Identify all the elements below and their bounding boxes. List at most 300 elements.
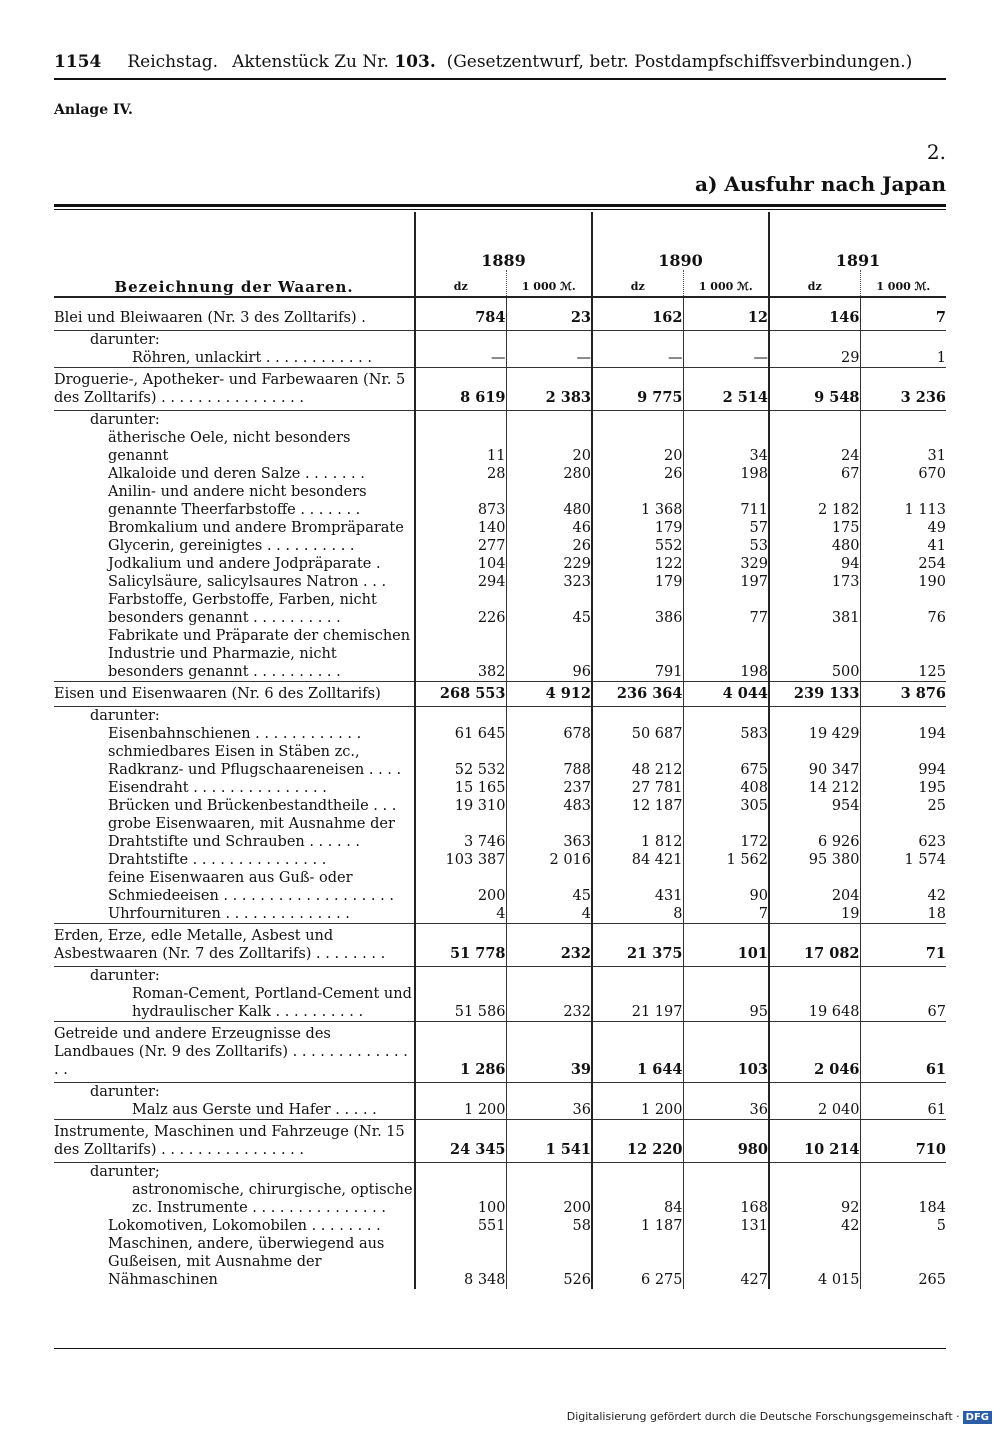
cell-quantity-dz: 21 197	[592, 985, 683, 1022]
cell-value-1000m: 42	[860, 869, 946, 905]
table-row	[54, 967, 946, 986]
cell-value-1000m: 61	[860, 1101, 946, 1120]
cell-quantity-dz: 551	[415, 1217, 506, 1235]
cell-value-1000m: 1 541	[506, 1120, 592, 1163]
row-label: schmiedbares Eisen in Stäben zc., Radkranz- und Pflugschaareneisen . . . .	[108, 744, 402, 778]
cell-quantity-dz: 17 082	[769, 924, 860, 967]
cell-quantity-dz: 179	[592, 573, 683, 591]
year-header: 1891	[769, 212, 946, 270]
cell-quantity-dz: 19	[769, 905, 860, 924]
cell-value-1000m: 675	[683, 743, 769, 779]
cell-quantity-dz	[592, 707, 683, 726]
cell-quantity-dz: 122	[592, 555, 683, 573]
cell-value-1000m: 12	[683, 306, 769, 331]
cell-value-1000m: 23	[506, 306, 592, 331]
table-row	[54, 555, 946, 573]
row-label: Fabrikate und Präparate der chemischen Industrie und Pharmazie, nicht besonders genannt . . . . . . . . . .	[54, 627, 415, 682]
table-row	[54, 1181, 946, 1217]
cell-value-1000m: 198	[683, 627, 769, 682]
header-subject: (Gesetzentwurf, betr. Postdampfschiffsverbindungen.)	[446, 52, 913, 72]
cell-value-1000m: 232	[506, 985, 592, 1022]
table-row	[54, 483, 946, 519]
row-label: Uhrfournituren . . . . . . . . . . . . . .	[54, 905, 415, 924]
cell-quantity-dz: 552	[592, 537, 683, 555]
cell-value-1000m: 583	[683, 725, 769, 743]
cell-quantity-dz: 386	[592, 591, 683, 627]
cell-quantity-dz: 140	[415, 519, 506, 537]
cell-value-1000m	[506, 1163, 592, 1182]
cell-quantity-dz: 48 212	[592, 743, 683, 779]
row-label: Glycerin, gereinigtes . . . . . . . . . .	[108, 538, 355, 554]
unit-dz: dz	[592, 270, 683, 297]
cell-value-1000m: 34	[683, 429, 769, 465]
cell-value-1000m: 168	[683, 1181, 769, 1217]
cell-value-1000m: 49	[860, 519, 946, 537]
cell-quantity-dz	[769, 1163, 860, 1182]
cell-quantity-dz: 8 619	[415, 368, 506, 411]
cell-quantity-dz: 50 687	[592, 725, 683, 743]
cell-value-1000m	[683, 331, 769, 350]
footer-text: Digitalisierung gefördert durch die Deutsche Forschungsgemeinschaft ·	[566, 1410, 960, 1423]
table-row	[54, 591, 946, 627]
cell-value-1000m: 36	[683, 1101, 769, 1120]
row-label: Blei und Bleiwaaren (Nr. 3 des Zolltarifs) .	[54, 306, 415, 331]
anlage-label: Anlage IV.	[54, 102, 133, 118]
table-row	[54, 1163, 946, 1182]
row-label: darunter:	[90, 708, 160, 724]
cell-quantity-dz: 480	[769, 537, 860, 555]
cell-quantity-dz: 1 200	[592, 1101, 683, 1120]
cell-quantity-dz	[592, 331, 683, 350]
cell-quantity-dz	[415, 1083, 506, 1102]
label-column-header: Bezeichnung der Waaren.	[54, 212, 415, 297]
header-nr: 103.	[394, 52, 436, 72]
table-row	[54, 851, 946, 869]
cell-quantity-dz: 19 648	[769, 985, 860, 1022]
cell-value-1000m: 232	[506, 924, 592, 967]
cell-value-1000m: 4 044	[683, 682, 769, 707]
cell-value-1000m: 678	[506, 725, 592, 743]
cell-quantity-dz: 6 926	[769, 815, 860, 851]
row-label: Maschinen, andere, überwiegend aus Gußeisen, mit Ausnahme der Nähmaschinen	[108, 1236, 385, 1288]
cell-quantity-dz: 90 347	[769, 743, 860, 779]
cell-quantity-dz: 791	[592, 627, 683, 682]
cell-quantity-dz: —	[415, 349, 506, 368]
row-label: Anilin- und andere nicht besonders genannte Theerfarbstoffe . . . . . . .	[108, 484, 367, 518]
footer-credit	[567, 1410, 992, 1424]
cell-quantity-dz: 28	[415, 465, 506, 483]
cell-value-1000m: 131	[683, 1217, 769, 1235]
row-label: ätherische Oele, nicht besonders genannt	[108, 430, 351, 464]
row-label: Alkaloide und deren Salze . . . . . . .	[108, 466, 365, 482]
cell-value-1000m: 67	[860, 985, 946, 1022]
cell-value-1000m: 71	[860, 924, 946, 967]
cell-value-1000m: 125	[860, 627, 946, 682]
table-row	[54, 411, 946, 430]
unit-value: 1 000 ℳ.	[683, 270, 769, 297]
cell-value-1000m: 172	[683, 815, 769, 851]
cell-quantity-dz: 92	[769, 1181, 860, 1217]
cell-value-1000m: 101	[683, 924, 769, 967]
cell-quantity-dz	[592, 411, 683, 430]
table-row	[54, 905, 946, 924]
table-row	[54, 368, 946, 411]
header-rule	[54, 78, 946, 80]
cell-value-1000m: 45	[506, 869, 592, 905]
cell-quantity-dz: 27 781	[592, 779, 683, 797]
cell-value-1000m: 711	[683, 483, 769, 519]
cell-value-1000m	[860, 1163, 946, 1182]
cell-value-1000m: 254	[860, 555, 946, 573]
cell-value-1000m: 265	[860, 1235, 946, 1289]
table-row	[54, 743, 946, 779]
row-label: darunter:	[90, 1084, 160, 1100]
cell-value-1000m: —	[506, 349, 592, 368]
section-number: 2.	[926, 140, 946, 164]
cell-value-1000m: 20	[506, 429, 592, 465]
table-row	[54, 627, 946, 682]
cell-value-1000m	[506, 967, 592, 986]
cell-quantity-dz: 8 348	[415, 1235, 506, 1289]
cell-value-1000m: 229	[506, 555, 592, 573]
cell-quantity-dz: 226	[415, 591, 506, 627]
cell-quantity-dz: 294	[415, 573, 506, 591]
cell-value-1000m	[506, 331, 592, 350]
cell-quantity-dz: 239 133	[769, 682, 860, 707]
table-row	[54, 779, 946, 797]
row-label: Roman-Cement, Portland-Cement und hydraulischer Kalk . . . . . . . . . .	[54, 985, 415, 1022]
row-label: Salicylsäure, salicylsaures Natron . . .	[108, 574, 387, 590]
cell-quantity-dz: 51 778	[415, 924, 506, 967]
cell-quantity-dz: 29	[769, 349, 860, 368]
table-row	[54, 924, 946, 967]
cell-value-1000m: 7	[683, 905, 769, 924]
cell-quantity-dz: 67	[769, 465, 860, 483]
cell-quantity-dz: 268 553	[415, 682, 506, 707]
cell-value-1000m: 1 574	[860, 851, 946, 869]
table-top-rule	[54, 204, 946, 207]
cell-quantity-dz: 52 532	[415, 743, 506, 779]
cell-value-1000m: 31	[860, 429, 946, 465]
table-row	[54, 797, 946, 815]
cell-quantity-dz: 20	[592, 429, 683, 465]
cell-value-1000m: 76	[860, 591, 946, 627]
table-row	[54, 519, 946, 537]
cell-quantity-dz: 500	[769, 627, 860, 682]
cell-quantity-dz: 10 214	[769, 1120, 860, 1163]
cell-quantity-dz: 8	[592, 905, 683, 924]
row-label: grobe Eisenwaaren, mit Ausnahme der Drahtstifte und Schrauben . . . . . .	[108, 816, 395, 850]
cell-value-1000m: 77	[683, 591, 769, 627]
cell-value-1000m	[506, 707, 592, 726]
cell-value-1000m: 18	[860, 905, 946, 924]
cell-value-1000m	[860, 1083, 946, 1102]
cell-quantity-dz: 382	[415, 627, 506, 682]
cell-value-1000m	[683, 707, 769, 726]
row-label: Eisenbahnschienen . . . . . . . . . . . .	[108, 726, 362, 742]
running-head	[54, 52, 944, 72]
cell-quantity-dz: 2 182	[769, 483, 860, 519]
table-row	[54, 869, 946, 905]
cell-quantity-dz	[592, 1163, 683, 1182]
table-row	[54, 1235, 946, 1289]
cell-quantity-dz: 873	[415, 483, 506, 519]
cell-value-1000m	[860, 331, 946, 350]
cell-value-1000m: 4	[506, 905, 592, 924]
cell-value-1000m: 25	[860, 797, 946, 815]
cell-quantity-dz: 4 015	[769, 1235, 860, 1289]
cell-quantity-dz: 175	[769, 519, 860, 537]
cell-value-1000m: 237	[506, 779, 592, 797]
cell-value-1000m: 280	[506, 465, 592, 483]
row-label: Farbstoffe, Gerbstoffe, Farben, nicht besonders genannt . . . . . . . . . .	[108, 592, 377, 626]
cell-quantity-dz: 1 368	[592, 483, 683, 519]
row-label: Erden, Erze, edle Metalle, Asbest und Asbestwaaren (Nr. 7 des Zolltarifs) . . . . . . . .	[54, 924, 415, 967]
row-label: astronomische, chirurgische, optische zc. Instrumente . . . . . . . . . . . . . . .	[132, 1182, 413, 1216]
cell-quantity-dz	[769, 1083, 860, 1102]
cell-quantity-dz	[415, 1163, 506, 1182]
cell-quantity-dz	[769, 331, 860, 350]
cell-value-1000m: 41	[860, 537, 946, 555]
cell-value-1000m: 323	[506, 573, 592, 591]
cell-value-1000m: 194	[860, 725, 946, 743]
cell-quantity-dz	[415, 707, 506, 726]
cell-value-1000m: 61	[860, 1022, 946, 1083]
cell-value-1000m: 46	[506, 519, 592, 537]
cell-value-1000m	[506, 1083, 592, 1102]
row-label: darunter;	[90, 1164, 160, 1180]
cell-quantity-dz	[592, 1083, 683, 1102]
cell-value-1000m: 980	[683, 1120, 769, 1163]
cell-value-1000m: 623	[860, 815, 946, 851]
cell-value-1000m: 670	[860, 465, 946, 483]
cell-quantity-dz: 1 187	[592, 1217, 683, 1235]
cell-quantity-dz: 15 165	[415, 779, 506, 797]
cell-value-1000m: 2 514	[683, 368, 769, 411]
cell-quantity-dz: 4	[415, 905, 506, 924]
table-row	[54, 429, 946, 465]
cell-value-1000m	[506, 411, 592, 430]
table-row	[54, 985, 946, 1022]
cell-quantity-dz: 146	[769, 306, 860, 331]
cell-value-1000m: 95	[683, 985, 769, 1022]
row-label: Jodkalium und andere Jodpräparate .	[108, 556, 381, 572]
cell-value-1000m: 7	[860, 306, 946, 331]
cell-quantity-dz: 14 212	[769, 779, 860, 797]
cell-value-1000m: 39	[506, 1022, 592, 1083]
year-header: 1890	[592, 212, 769, 270]
row-label: Röhren, unlackirt . . . . . . . . . . . .	[54, 349, 415, 368]
cell-value-1000m: 483	[506, 797, 592, 815]
cell-value-1000m: 5	[860, 1217, 946, 1235]
cell-value-1000m: 526	[506, 1235, 592, 1289]
cell-quantity-dz	[415, 331, 506, 350]
cell-quantity-dz: 103 387	[415, 851, 506, 869]
cell-quantity-dz: 173	[769, 573, 860, 591]
header-aktenstueck: Aktenstück Zu Nr.	[232, 52, 389, 72]
cell-quantity-dz: 61 645	[415, 725, 506, 743]
table-row	[54, 1120, 946, 1163]
cell-quantity-dz: 84 421	[592, 851, 683, 869]
row-label: Lokomotiven, Lokomobilen . . . . . . . .	[108, 1218, 381, 1234]
cell-value-1000m: 363	[506, 815, 592, 851]
cell-quantity-dz	[769, 707, 860, 726]
cell-value-1000m: 710	[860, 1120, 946, 1163]
row-label: Droguerie-, Apotheker- und Farbewaaren (Nr. 5 des Zolltarifs) . . . . . . . . . . . . . . . .	[54, 368, 415, 411]
cell-value-1000m: 329	[683, 555, 769, 573]
table-row	[54, 1022, 946, 1083]
table-row	[54, 1101, 946, 1120]
cell-quantity-dz	[769, 967, 860, 986]
cell-value-1000m: 480	[506, 483, 592, 519]
cell-quantity-dz: 95 380	[769, 851, 860, 869]
cell-quantity-dz: 24 345	[415, 1120, 506, 1163]
table-row	[54, 1217, 946, 1235]
cell-value-1000m: 96	[506, 627, 592, 682]
cell-value-1000m: 53	[683, 537, 769, 555]
cell-value-1000m: 190	[860, 573, 946, 591]
unit-dz: dz	[769, 270, 860, 297]
cell-quantity-dz: 21 375	[592, 924, 683, 967]
cell-value-1000m: 3 236	[860, 368, 946, 411]
table-row	[54, 306, 946, 331]
row-label: Eisendraht . . . . . . . . . . . . . . .	[108, 780, 327, 796]
cell-quantity-dz: 11	[415, 429, 506, 465]
row-label: Getreide und andere Erzeugnisse des Landbaues (Nr. 9 des Zolltarifs) . . . . . . . . . . . . . . .	[54, 1022, 415, 1083]
cell-value-1000m: 200	[506, 1181, 592, 1217]
cell-value-1000m: 26	[506, 537, 592, 555]
cell-value-1000m: 57	[683, 519, 769, 537]
cell-value-1000m: 994	[860, 743, 946, 779]
cell-value-1000m: 103	[683, 1022, 769, 1083]
cell-quantity-dz: 19 310	[415, 797, 506, 815]
table-row	[54, 537, 946, 555]
cell-quantity-dz: 2 040	[769, 1101, 860, 1120]
table-row	[54, 707, 946, 726]
table-row	[54, 349, 946, 368]
cell-quantity-dz: 179	[592, 519, 683, 537]
cell-value-1000m: 427	[683, 1235, 769, 1289]
cell-quantity-dz: 1 200	[415, 1101, 506, 1120]
table-row	[54, 1083, 946, 1102]
unit-value: 1 000 ℳ.	[860, 270, 946, 297]
cell-quantity-dz	[415, 411, 506, 430]
export-table	[54, 212, 946, 1289]
cell-value-1000m	[683, 967, 769, 986]
cell-value-1000m	[860, 411, 946, 430]
cell-quantity-dz: 200	[415, 869, 506, 905]
cell-value-1000m: 45	[506, 591, 592, 627]
cell-quantity-dz	[415, 967, 506, 986]
cell-quantity-dz: 2 046	[769, 1022, 860, 1083]
cell-value-1000m: 2 383	[506, 368, 592, 411]
row-label: Malz aus Gerste und Hafer . . . . .	[54, 1101, 415, 1120]
table-row	[54, 331, 946, 350]
cell-quantity-dz: 784	[415, 306, 506, 331]
cell-quantity-dz	[769, 411, 860, 430]
row-label: darunter:	[90, 412, 160, 428]
table-row	[54, 573, 946, 591]
row-label: darunter:	[90, 968, 160, 984]
cell-value-1000m: 788	[506, 743, 592, 779]
row-label: Bromkalium und andere Brompräparate	[108, 520, 404, 536]
table-bottom-rule	[54, 1348, 946, 1349]
cell-quantity-dz: 42	[769, 1217, 860, 1235]
unit-dz: dz	[415, 270, 506, 297]
row-label: Drahtstifte . . . . . . . . . . . . . . .	[108, 852, 327, 868]
row-label: feine Eisenwaaren aus Guß- oder Schmiedeeisen . . . . . . . . . . . . . . . . . . .	[108, 870, 394, 904]
cell-quantity-dz: 104	[415, 555, 506, 573]
cell-quantity-dz: 100	[415, 1181, 506, 1217]
cell-value-1000m: 1 562	[683, 851, 769, 869]
cell-quantity-dz: 6 275	[592, 1235, 683, 1289]
cell-quantity-dz: 3 746	[415, 815, 506, 851]
cell-quantity-dz	[592, 967, 683, 986]
cell-quantity-dz: 24	[769, 429, 860, 465]
cell-value-1000m: 1 113	[860, 483, 946, 519]
cell-value-1000m: 90	[683, 869, 769, 905]
cell-value-1000m	[683, 411, 769, 430]
header-reichstag: Reichstag.	[127, 52, 219, 72]
table-body	[54, 297, 946, 1289]
cell-quantity-dz: 1 286	[415, 1022, 506, 1083]
cell-quantity-dz: 162	[592, 306, 683, 331]
cell-quantity-dz: 236 364	[592, 682, 683, 707]
cell-value-1000m: 198	[683, 465, 769, 483]
cell-quantity-dz: 1 812	[592, 815, 683, 851]
cell-quantity-dz: 12 187	[592, 797, 683, 815]
cell-value-1000m: 1	[860, 349, 946, 368]
year-header: 1889	[415, 212, 592, 270]
cell-value-1000m	[683, 1083, 769, 1102]
cell-quantity-dz: 26	[592, 465, 683, 483]
cell-quantity-dz: 954	[769, 797, 860, 815]
cell-value-1000m: 184	[860, 1181, 946, 1217]
cell-value-1000m	[860, 967, 946, 986]
cell-value-1000m: 408	[683, 779, 769, 797]
cell-quantity-dz: 1 644	[592, 1022, 683, 1083]
cell-quantity-dz: 204	[769, 869, 860, 905]
row-label: Brücken und Brückenbestandtheile . . .	[108, 798, 397, 814]
row-label: darunter:	[90, 332, 160, 348]
cell-value-1000m: 305	[683, 797, 769, 815]
table-row	[54, 725, 946, 743]
cell-quantity-dz: 9 548	[769, 368, 860, 411]
dfg-logo: DFG	[963, 1411, 992, 1424]
cell-value-1000m: 197	[683, 573, 769, 591]
cell-value-1000m	[860, 707, 946, 726]
table-row	[54, 815, 946, 851]
cell-value-1000m: 195	[860, 779, 946, 797]
cell-value-1000m: 3 876	[860, 682, 946, 707]
cell-quantity-dz: 84	[592, 1181, 683, 1217]
cell-value-1000m: 4 912	[506, 682, 592, 707]
section-title: a) Ausfuhr nach Japan	[695, 172, 946, 196]
cell-quantity-dz: 277	[415, 537, 506, 555]
page-number: 1154	[54, 52, 102, 72]
cell-quantity-dz: 51 586	[415, 985, 506, 1022]
unit-value: 1 000 ℳ.	[506, 270, 592, 297]
cell-value-1000m: 58	[506, 1217, 592, 1235]
cell-quantity-dz: 9 775	[592, 368, 683, 411]
cell-quantity-dz: 19 429	[769, 725, 860, 743]
table-row	[54, 682, 946, 707]
cell-quantity-dz: 12 220	[592, 1120, 683, 1163]
cell-quantity-dz: —	[592, 349, 683, 368]
table-row	[54, 465, 946, 483]
cell-value-1000m	[683, 1163, 769, 1182]
cell-quantity-dz: 431	[592, 869, 683, 905]
